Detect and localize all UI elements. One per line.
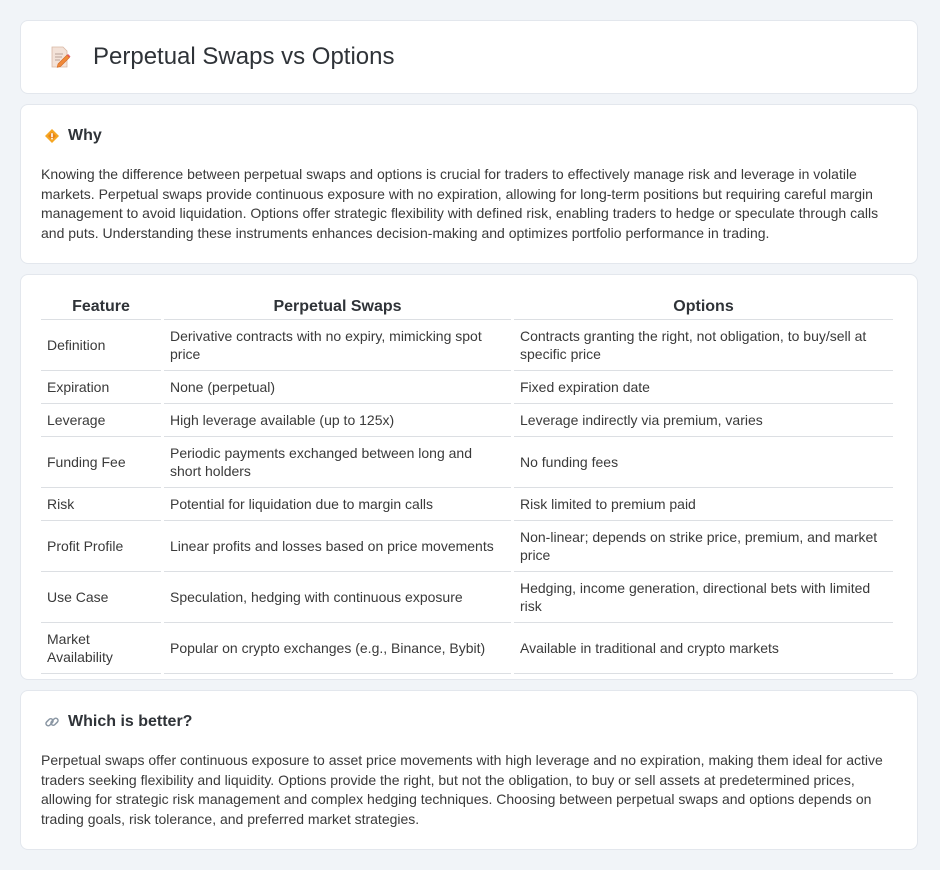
why-text: Knowing the difference between perpetual swaps and options is crucial for traders to effectively manage risk and leverage in volatile markets. Perpetual swaps provide continuous exposure with no expiration, allowing for long-term positions but requiring careful margin management to avoid liquidation. Options offer strategic flexibility with defined risk, enabling traders to hedge or speculate through calls and puts. Understanding these instruments enhances decision-making and optimizes portfolio performance in trading. (41, 166, 879, 241)
row-options: Fixed expiration date (514, 371, 893, 404)
row-swaps: None (perpetual) (164, 371, 511, 404)
row-options: Available in traditional and crypto markets (514, 623, 893, 674)
row-feature: Profit Profile (41, 521, 161, 572)
row-options: Contracts granting the right, not obligation, to buy/sell at specific price (514, 320, 893, 371)
better-heading (43, 713, 192, 731)
table-header-row (41, 295, 893, 320)
row-feature: Leverage (41, 404, 161, 437)
row-options: No funding fees (514, 437, 893, 488)
row-options: Leverage indirectly via premium, varies (514, 404, 893, 437)
row-feature: Expiration (41, 371, 161, 404)
which-better-card (20, 690, 918, 850)
row-feature: Use Case (41, 572, 161, 623)
row-feature: Risk (41, 488, 161, 521)
row-swaps: Speculation, hedging with continuous exposure (164, 572, 511, 623)
header-options: Options (514, 295, 893, 320)
row-swaps: Periodic payments exchanged between long and short holders (164, 437, 511, 488)
row-swaps: High leverage available (up to 125x) (164, 404, 511, 437)
row-swaps: Potential for liquidation due to margin calls (164, 488, 511, 521)
row-swaps: Derivative contracts with no expiry, mimicking spot price (164, 320, 511, 371)
header-feature: Feature (41, 295, 161, 320)
why-heading-label: Why (68, 127, 102, 144)
table-row (41, 437, 893, 488)
comparison-table (38, 295, 896, 674)
table-row (41, 320, 893, 371)
table-row (41, 404, 893, 437)
table-row (41, 572, 893, 623)
row-options: Non-linear; depends on strike price, premium, and market price (514, 521, 893, 572)
link-icon (43, 713, 61, 731)
row-swaps: Popular on crypto exchanges (e.g., Binance, Bybit) (164, 623, 511, 674)
why-heading (43, 127, 102, 145)
title-row (21, 21, 917, 93)
table-row (41, 371, 893, 404)
row-swaps: Linear profits and losses based on price movements (164, 521, 511, 572)
row-feature: Funding Fee (41, 437, 161, 488)
comparison-card (20, 274, 918, 680)
row-options: Risk limited to premium paid (514, 488, 893, 521)
better-heading-label: Which is better? (68, 713, 193, 730)
table-row (41, 521, 893, 572)
row-feature: Market Availability (41, 623, 161, 674)
diamond-icon (43, 127, 61, 145)
table-row (41, 623, 893, 674)
table-row (41, 488, 893, 521)
why-card (20, 104, 918, 264)
title-card (20, 20, 918, 94)
memo-pencil-icon (47, 44, 73, 70)
page-title: Perpetual Swaps vs Options (93, 43, 395, 70)
better-text: Perpetual swaps offer continuous exposure to asset price movements with high leverage and no expiration, making them ideal for active traders seeking flexibility and liquidity. Options provide the right, but not the obligation, to buy or sell assets at predetermined prices, allowing for strategic risk management and complex hedging techniques. Choosing between perpetual swaps and options depends on trading goals, risk tolerance, and preferred market strategies. (41, 752, 883, 827)
header-perpetual-swaps: Perpetual Swaps (164, 295, 511, 320)
row-options: Hedging, income generation, directional bets with limited risk (514, 572, 893, 623)
row-feature: Definition (41, 320, 161, 371)
